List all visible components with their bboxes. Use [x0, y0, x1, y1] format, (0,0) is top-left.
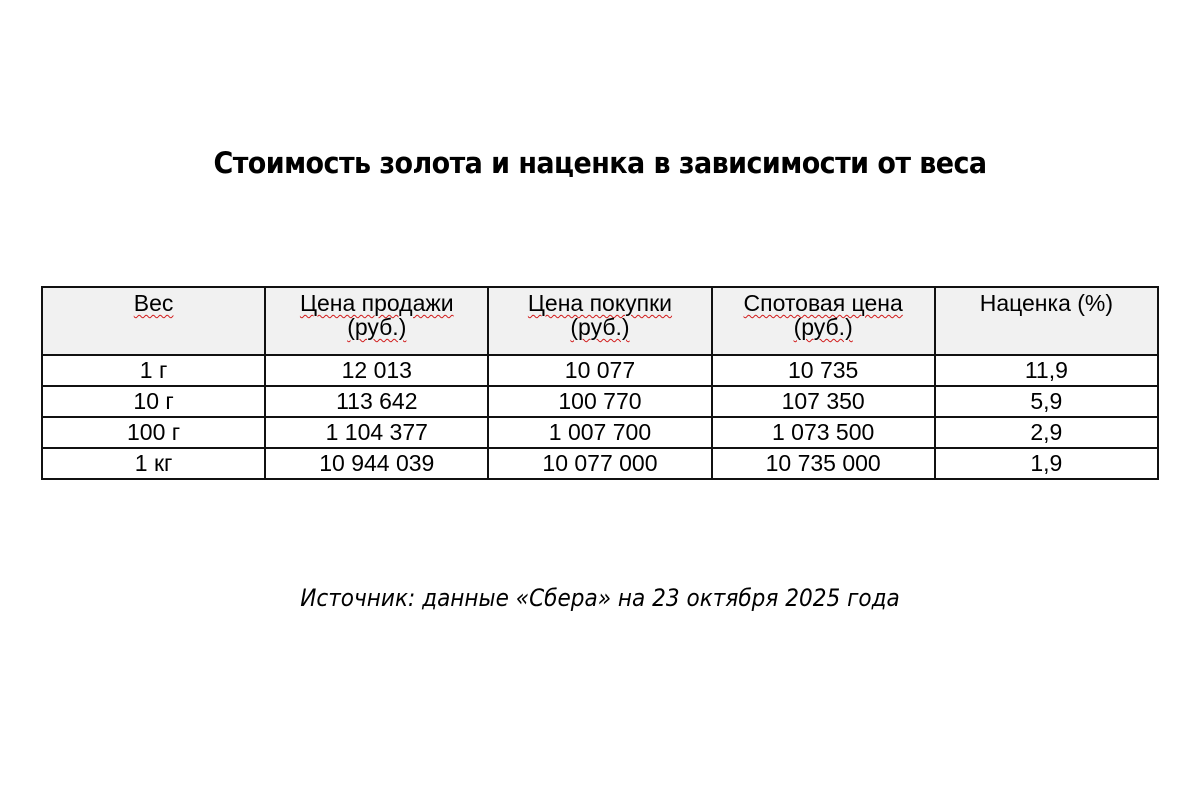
cell-buy-price: 100 770 — [488, 386, 711, 417]
cell-sell-price: 1 104 377 — [265, 417, 488, 448]
cell-weight: 1 кг — [42, 448, 265, 479]
cell-weight: 100 г — [42, 417, 265, 448]
header-buy-price: Цена покупки (руб.) — [488, 287, 711, 355]
header-markup: Наценка (%) — [935, 287, 1158, 355]
table-row — [42, 417, 1158, 448]
cell-weight: 10 г — [42, 386, 265, 417]
cell-spot-price: 107 350 — [712, 386, 935, 417]
header-weight: Вес — [42, 287, 265, 355]
cell-markup: 5,9 — [935, 386, 1158, 417]
table-header-row — [42, 287, 1158, 355]
table-row — [42, 355, 1158, 386]
cell-buy-price: 10 077 000 — [488, 448, 711, 479]
header-spot-price: Спотовая цена (руб.) — [712, 287, 935, 355]
cell-sell-price: 12 013 — [265, 355, 488, 386]
header-sell-price: Цена продажи (руб.) — [265, 287, 488, 355]
cell-spot-price: 1 073 500 — [712, 417, 935, 448]
table-row — [42, 386, 1158, 417]
gold-price-table — [41, 286, 1159, 480]
cell-buy-price: 1 007 700 — [488, 417, 711, 448]
cell-markup: 2,9 — [935, 417, 1158, 448]
cell-weight: 1 г — [42, 355, 265, 386]
document-title: Стоимость золота и наценка в зависимости от веса — [213, 146, 987, 180]
cell-markup: 1,9 — [935, 448, 1158, 479]
cell-sell-price: 113 642 — [265, 386, 488, 417]
table-row — [42, 448, 1158, 479]
cell-markup: 11,9 — [935, 355, 1158, 386]
cell-buy-price: 10 077 — [488, 355, 711, 386]
cell-spot-price: 10 735 — [712, 355, 935, 386]
cell-spot-price: 10 735 000 — [712, 448, 935, 479]
cell-sell-price: 10 944 039 — [265, 448, 488, 479]
source-note: Источник: данные «Сбера» на 23 октября 2025 года — [300, 584, 900, 612]
